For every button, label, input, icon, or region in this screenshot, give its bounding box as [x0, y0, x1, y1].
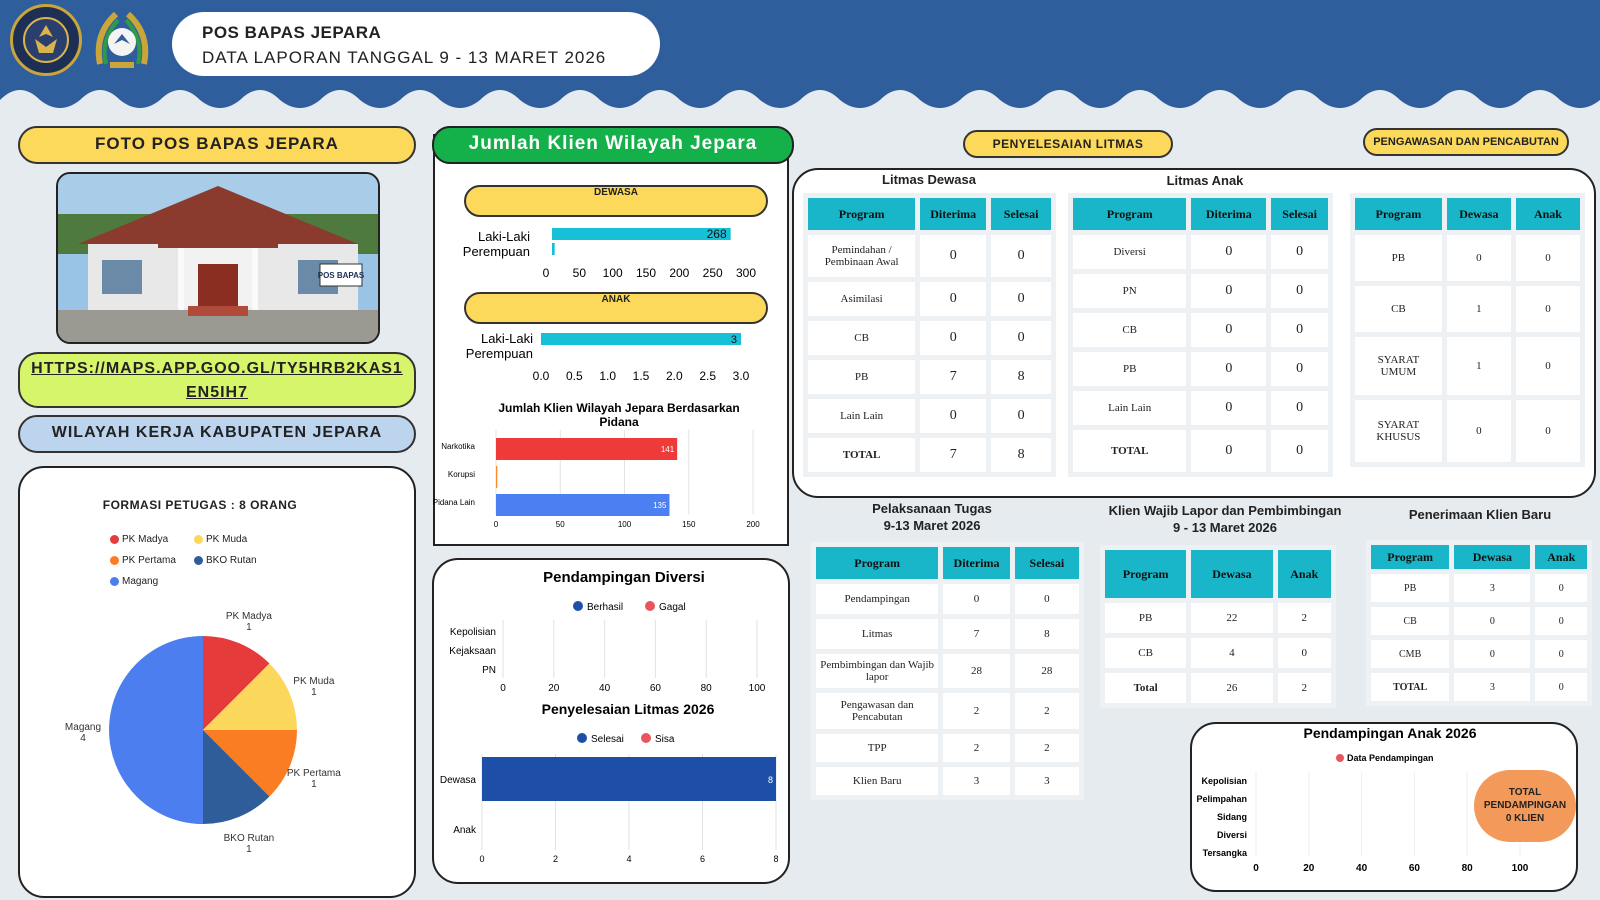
table-cell: Pemindahan / Pembinaan Awal	[808, 235, 915, 277]
table-row	[1355, 400, 1580, 462]
category-label: PN	[482, 665, 496, 676]
table-row	[1073, 235, 1328, 269]
table-row	[1371, 607, 1587, 635]
tick-label: 60	[649, 683, 661, 694]
tick-label: 40	[1356, 863, 1368, 874]
maps-link[interactable]: HTTPS://MAPS.APP.GOO.GL/TY5HRB2KAS1EN5IH7	[18, 352, 416, 408]
table-cell: 0	[1447, 400, 1511, 462]
column-header: Dewasa	[1454, 545, 1530, 569]
legend-swatch	[577, 733, 587, 743]
pie-label: PK Madya	[225, 611, 272, 623]
table-cell: 0	[1191, 430, 1266, 472]
table-row	[1073, 313, 1328, 347]
table-cell: 2	[943, 693, 1009, 729]
column-header: Selesai	[1271, 198, 1328, 230]
litmas-dewasa-table	[803, 193, 1056, 477]
tick-label: 50	[555, 520, 565, 529]
column-header: Program	[1371, 545, 1449, 569]
table-row	[808, 438, 1051, 472]
category-label: Kejaksaan	[449, 646, 496, 657]
legend-swatch	[641, 733, 651, 743]
table-cell: CB	[1371, 607, 1449, 635]
table-header-row	[1371, 545, 1587, 569]
legend-label: Sisa	[655, 734, 675, 745]
bar	[496, 438, 677, 460]
table-cell: 0	[1516, 235, 1580, 281]
table-cell: 0	[1191, 391, 1266, 425]
table-row	[816, 584, 1079, 614]
table-cell: 0	[1278, 638, 1331, 668]
bar	[552, 243, 555, 255]
litmas-dewasa-title: Litmas Dewasa	[882, 172, 976, 187]
bar	[496, 466, 497, 488]
data-label: 141	[660, 445, 675, 454]
table-row	[816, 693, 1079, 729]
anak-pill: ANAK	[464, 292, 768, 324]
table-cell: 0	[920, 321, 986, 355]
legend-label: Berhasil	[587, 602, 624, 613]
wajib-lapor-title-text: Klien Wajib Lapor dan Pembimbingan	[1108, 503, 1342, 518]
tick-label: 40	[599, 683, 611, 694]
table-cell: CB	[1073, 313, 1186, 347]
table-row	[1073, 352, 1328, 386]
category-label: Narkotika	[441, 442, 475, 451]
page-title: POS BAPAS JEPARA	[202, 23, 382, 42]
table-cell: 3	[1015, 767, 1079, 795]
bar	[482, 757, 776, 801]
table-cell: Litmas	[816, 619, 938, 649]
tick-label: 200	[669, 266, 690, 280]
table-cell: 3	[1454, 673, 1530, 701]
table-cell: 0	[991, 321, 1051, 355]
table-cell: PB	[1105, 603, 1186, 633]
column-header: Diterima	[943, 547, 1009, 579]
table-cell: 3	[1454, 574, 1530, 602]
table-cell: 0	[1191, 274, 1266, 308]
table-cell: Diversi	[1073, 235, 1186, 269]
pelaksanaan-subtitle: 9-13 Maret 2026	[883, 518, 981, 533]
table-cell: 2	[1278, 603, 1331, 633]
table-row	[808, 360, 1051, 394]
legend-label: BKO Rutan	[206, 555, 257, 566]
column-header: Anak	[1516, 198, 1580, 230]
table-cell: 7	[920, 360, 986, 394]
legend-label: PK Madya	[122, 534, 169, 545]
table-cell: 0	[1516, 400, 1580, 462]
table-row	[1355, 235, 1580, 281]
table-cell: 0	[991, 235, 1051, 277]
formasi-title: FORMASI PETUGAS : 8 ORANG	[102, 498, 298, 512]
legend-label: Selesai	[591, 734, 624, 745]
table-cell: SYARAT KHUSUS	[1355, 400, 1442, 462]
tick-label: 100	[617, 520, 632, 529]
tick-label: 0.5	[565, 369, 583, 383]
tick-label: 250	[702, 266, 723, 280]
bar	[496, 494, 669, 516]
category-label: Laki-Laki	[477, 229, 530, 244]
category-label: Laki-Laki	[480, 331, 533, 346]
table-cell: 2	[943, 734, 1009, 762]
table-cell: PB	[1073, 352, 1186, 386]
table-row	[1073, 274, 1328, 308]
column-header: Dewasa	[1191, 550, 1272, 598]
tick-label: 2.5	[699, 369, 717, 383]
sign-text: POS BAPAS	[317, 271, 365, 280]
tick-label: 3.0	[732, 369, 750, 383]
column-header: Dewasa	[1447, 198, 1511, 230]
tick-label: 100	[602, 266, 623, 280]
chart-title: Pidana	[599, 415, 639, 429]
column-header: Program	[816, 547, 938, 579]
chart-title: Pendampingan Diversi	[543, 569, 705, 586]
pengawasan-header: PENGAWASAN DAN PENCABUTAN	[1363, 128, 1569, 156]
tick-label: 8	[773, 854, 779, 864]
table-cell: CB	[1355, 286, 1442, 332]
pie-label: BKO Rutan	[223, 832, 275, 844]
pie-value: 1	[246, 622, 252, 634]
table-row	[1105, 638, 1331, 668]
table-cell: 0	[1454, 607, 1530, 635]
table-cell: 0	[1516, 286, 1580, 332]
table-cell: 2	[1278, 673, 1331, 703]
pie-value: 1	[246, 843, 252, 855]
table-cell: 0	[1535, 640, 1587, 668]
table-row	[1073, 430, 1328, 472]
tick-label: 0	[493, 520, 499, 529]
pie-slice	[109, 636, 203, 824]
tick-label: 100	[748, 683, 766, 694]
header-wave	[0, 80, 1600, 130]
table-row	[816, 619, 1079, 649]
table-cell: 0	[1271, 430, 1328, 472]
table-cell: 22	[1191, 603, 1272, 633]
legend-swatch	[1336, 754, 1344, 762]
table-cell: 0	[991, 282, 1051, 316]
litmas-header: PENYELESAIAN LITMAS	[963, 130, 1173, 158]
table-cell: 3	[943, 767, 1009, 795]
pemasyarakatan-logo-icon	[86, 4, 158, 76]
column-header: Diterima	[1191, 198, 1266, 230]
table-cell: 1	[1447, 337, 1511, 395]
table-cell: 0	[1271, 274, 1328, 308]
legend-swatch	[573, 601, 583, 611]
wajib-lapor-table	[1100, 545, 1336, 708]
table-cell: 0	[1535, 673, 1587, 701]
tick-label: 200	[746, 520, 760, 529]
tick-label: 20	[548, 683, 560, 694]
table-row	[808, 321, 1051, 355]
pie-value: 4	[80, 733, 86, 744]
legend-swatch	[645, 601, 655, 611]
pie-value: 1	[311, 778, 317, 790]
formasi-panel	[18, 466, 416, 898]
table-cell: Total	[1105, 673, 1186, 703]
tick-label: 50	[572, 266, 587, 280]
tick-label: 80	[1461, 863, 1473, 874]
tick-label: 60	[1408, 863, 1420, 874]
wajib-lapor-title	[1100, 502, 1350, 536]
table-cell: Pengawasan dan Pencabutan	[816, 693, 938, 729]
table-cell: CB	[808, 321, 915, 355]
table-cell: TOTAL	[1073, 430, 1186, 472]
table-cell: 28	[943, 654, 1009, 688]
table-cell: 7	[920, 438, 986, 472]
table-cell: 0	[1015, 584, 1079, 614]
table-cell: 0	[1535, 607, 1587, 635]
wajib-lapor-subtitle: 9 - 13 Maret 2026	[1172, 520, 1278, 535]
column-header: Program	[1105, 550, 1186, 598]
office-photo	[56, 172, 380, 344]
table-row	[1371, 673, 1587, 701]
table-cell: 1	[1447, 286, 1511, 332]
table-cell: 0	[943, 584, 1009, 614]
chart-title: Jumlah Klien Wilayah Jepara Berdasarkan	[498, 401, 740, 415]
column-header: Program	[1073, 198, 1186, 230]
wilayah-label: WILAYAH KERJA KABUPATEN JEPARA	[18, 415, 416, 453]
table-header-row	[1105, 550, 1331, 598]
tick-label: 150	[635, 266, 657, 280]
tick-label: 150	[682, 520, 696, 529]
table-cell: 8	[991, 438, 1051, 472]
category-label: Sidang	[1216, 812, 1247, 822]
column-header: Program	[808, 198, 915, 230]
pelaksanaan-title	[812, 500, 1052, 534]
column-header: Program	[1355, 198, 1442, 230]
table-cell: 0	[1454, 640, 1530, 668]
penerimaan-table	[1366, 540, 1592, 706]
table-cell: Klien Baru	[816, 767, 938, 795]
table-header-row	[1355, 198, 1580, 230]
legend-label: Gagal	[659, 602, 686, 613]
pie-label: PK Muda	[293, 676, 335, 688]
tick-label: 1.0	[599, 369, 617, 383]
table-cell: 4	[1191, 638, 1272, 668]
pelaksanaan-title-text: Pelaksanaan Tugas	[872, 501, 992, 516]
table-row	[1355, 286, 1580, 332]
table-cell: 0	[1535, 574, 1587, 602]
table-row	[816, 734, 1079, 762]
pengawasan-table	[1350, 193, 1585, 467]
table-cell: PB	[808, 360, 915, 394]
tick-label: 80	[700, 683, 712, 694]
legend-label: Magang	[122, 576, 159, 587]
table-row	[1073, 391, 1328, 425]
data-label: 135	[653, 501, 667, 510]
table-row	[1105, 673, 1331, 703]
page-subtitle: DATA LAPORAN TANGGAL 9 - 13 MARET 2026	[202, 48, 607, 67]
formasi-pie-chart	[20, 468, 418, 900]
category-label: Perempuan	[462, 244, 530, 259]
table-cell: 0	[1516, 337, 1580, 395]
table-cell: 26	[1191, 673, 1272, 703]
legend-label: PK Pertama	[122, 555, 176, 566]
table-cell: 7	[943, 619, 1009, 649]
table-cell: TOTAL	[808, 438, 915, 472]
table-header-row	[1073, 198, 1328, 230]
report-title-pill	[172, 12, 660, 76]
tick-label: 20	[1303, 863, 1315, 874]
table-row	[808, 235, 1051, 277]
data-label: 268	[706, 227, 727, 241]
data-label: 3	[730, 334, 737, 346]
table-cell: 0	[1271, 313, 1328, 347]
tick-label: 1.5	[632, 369, 650, 383]
chart-title: Penyelesaian Litmas 2026	[541, 701, 715, 717]
bar	[541, 333, 741, 345]
garuda-logo-icon	[10, 4, 82, 76]
table-row	[816, 654, 1079, 688]
table-cell: 8	[991, 360, 1051, 394]
chart-title: Pendampingan Anak 2026	[1303, 725, 1477, 741]
table-cell: 0	[920, 235, 986, 277]
category-label: Anak	[453, 825, 476, 836]
table-cell: 0	[1271, 391, 1328, 425]
table-cell: Asimilasi	[808, 282, 915, 316]
table-cell: 28	[1015, 654, 1079, 688]
table-cell: PB	[1371, 574, 1449, 602]
column-header: Selesai	[991, 198, 1051, 230]
tick-label: 2.0	[665, 369, 683, 383]
table-cell: PN	[1073, 274, 1186, 308]
table-cell: TPP	[816, 734, 938, 762]
pie-label: PK Pertama	[286, 767, 341, 779]
category-label: Perempuan	[465, 346, 533, 361]
tick-label: 0	[542, 266, 550, 280]
tick-label: 4	[626, 854, 632, 864]
tick-label: 300	[735, 266, 757, 280]
category-label: Dewasa	[439, 775, 476, 786]
category-label: Kepolisian	[1201, 776, 1247, 786]
table-cell: 0	[1271, 352, 1328, 386]
diversi-charts	[432, 558, 790, 884]
column-header: Anak	[1278, 550, 1331, 598]
table-cell: 0	[1191, 235, 1266, 269]
category-label: Kepolisian	[449, 627, 496, 638]
table-cell: Pendampingan	[816, 584, 938, 614]
jumlah-klien-title: Jumlah Klien Wilayah Jepara	[432, 126, 794, 164]
table-cell: 0	[1191, 352, 1266, 386]
table-row	[1371, 640, 1587, 668]
table-cell: CMB	[1371, 640, 1449, 668]
tick-label: 0	[1253, 863, 1259, 874]
category-label: Korupsi	[447, 470, 475, 479]
legend-label: Data Pendampingan	[1347, 753, 1434, 763]
table-row	[1355, 337, 1580, 395]
tick-label: 0	[500, 683, 506, 694]
table-cell: 0	[920, 282, 986, 316]
table-cell: TOTAL	[1371, 673, 1449, 701]
column-header: Selesai	[1015, 547, 1079, 579]
table-header-row	[816, 547, 1079, 579]
table-header-row	[808, 198, 1051, 230]
penerimaan-title: Penerimaan Klien Baru	[1408, 507, 1552, 522]
pie-label: Magang	[64, 722, 102, 733]
tick-label: 2	[552, 854, 559, 864]
jumlah-klien-charts	[433, 134, 789, 546]
table-row	[808, 399, 1051, 433]
litmas-anak-table	[1068, 193, 1333, 477]
table-cell: 0	[1191, 313, 1266, 347]
table-row	[808, 282, 1051, 316]
legend-label: PK Muda	[206, 534, 248, 545]
category-label: Pidana Lain	[433, 498, 475, 507]
table-cell: 0	[920, 399, 986, 433]
tick-label: 100	[1511, 863, 1529, 874]
table-cell: 8	[1015, 619, 1079, 649]
table-cell: SYARAT UMUM	[1355, 337, 1442, 395]
category-label: Tersangka	[1202, 848, 1247, 858]
dewasa-pill: DEWASA	[464, 185, 768, 217]
pelaksanaan-table	[811, 542, 1084, 800]
foto-label: FOTO POS BAPAS JEPARA	[18, 126, 416, 164]
table-cell: Lain Lain	[1073, 391, 1186, 425]
category-label: Pelimpahan	[1196, 794, 1247, 804]
tick-label: 6	[699, 854, 706, 864]
bar	[552, 228, 731, 240]
table-cell: 0	[1447, 235, 1511, 281]
column-header: Diterima	[920, 198, 986, 230]
table-cell: 2	[1015, 734, 1079, 762]
table-cell: 0	[991, 399, 1051, 433]
table-cell: 0	[1271, 235, 1328, 269]
table-cell: PB	[1355, 235, 1442, 281]
total-pendampingan-badge: TOTAL PENDAMPINGAN 0 KLIEN	[1474, 770, 1576, 842]
table-cell: Pembimbingan dan Wajib lapor	[816, 654, 938, 688]
data-label: 8	[767, 775, 773, 785]
table-cell: CB	[1105, 638, 1186, 668]
litmas-anak-title: Litmas Anak	[1166, 173, 1244, 188]
table-row	[1371, 574, 1587, 602]
table-cell: Lain Lain	[808, 399, 915, 433]
column-header: Anak	[1535, 545, 1587, 569]
tick-label: 0.0	[532, 369, 550, 383]
category-label: Diversi	[1216, 830, 1247, 840]
table-row	[1105, 603, 1331, 633]
table-cell: 2	[1015, 693, 1079, 729]
table-row	[816, 767, 1079, 795]
tick-label: 0	[479, 854, 485, 864]
pie-value: 1	[311, 687, 317, 699]
